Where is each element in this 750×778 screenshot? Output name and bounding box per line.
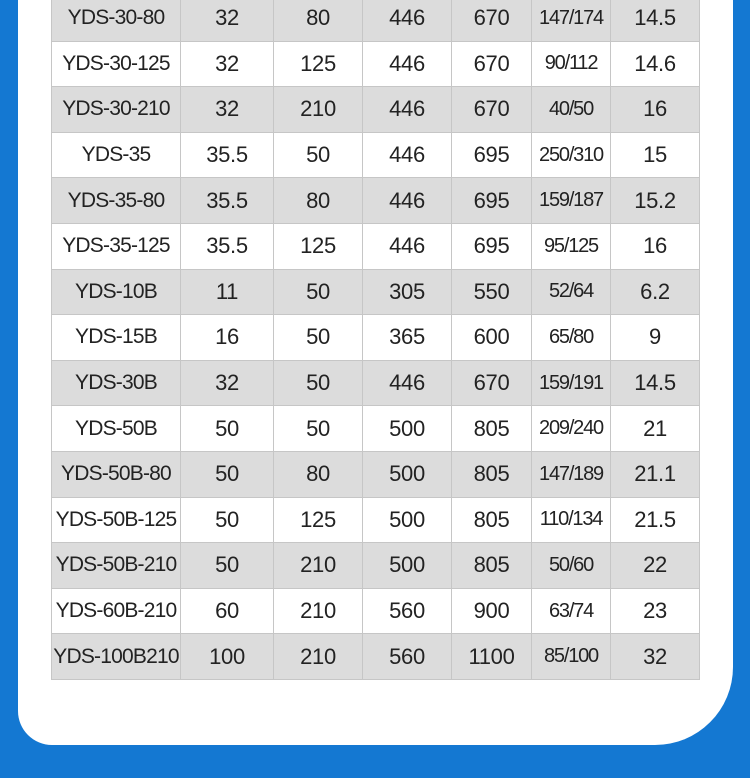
table-cell: 50 <box>274 360 363 406</box>
table-cell: 32 <box>181 41 274 87</box>
table-cell: 125 <box>274 41 363 87</box>
model-cell: YDS-10B <box>52 269 181 315</box>
table-cell: 560 <box>363 588 452 634</box>
table-cell: 22 <box>611 543 700 589</box>
model-cell: YDS-35-80 <box>52 178 181 224</box>
table-cell: 60 <box>181 588 274 634</box>
table-cell: 80 <box>274 0 363 41</box>
table-cell: 159/191 <box>532 360 611 406</box>
model-cell: YDS-35-125 <box>52 223 181 269</box>
model-cell: YDS-30-80 <box>52 0 181 41</box>
table-cell: 50 <box>274 269 363 315</box>
spec-table-body <box>52 0 700 679</box>
table-cell: 210 <box>274 87 363 133</box>
table-cell: 250/310 <box>532 132 611 178</box>
table-cell: 147/189 <box>532 451 611 497</box>
table-cell: 35.5 <box>181 223 274 269</box>
table-cell: 446 <box>363 41 452 87</box>
table-cell: 670 <box>452 0 532 41</box>
table-cell: 95/125 <box>532 223 611 269</box>
table-cell: 35.5 <box>181 178 274 224</box>
table-cell: 670 <box>452 87 532 133</box>
table-cell: 446 <box>363 132 452 178</box>
table-cell: 110/134 <box>532 497 611 543</box>
model-cell: YDS-50B-210 <box>52 543 181 589</box>
table-cell: 600 <box>452 315 532 361</box>
table-row <box>52 360 700 406</box>
table-cell: 14.5 <box>611 0 700 41</box>
table-row <box>52 87 700 133</box>
content-card <box>18 0 733 745</box>
table-cell: 446 <box>363 223 452 269</box>
table-cell: 446 <box>363 87 452 133</box>
table-cell: 32 <box>181 360 274 406</box>
model-cell: YDS-30B <box>52 360 181 406</box>
table-row <box>52 223 700 269</box>
table-cell: 80 <box>274 178 363 224</box>
table-cell: 500 <box>363 406 452 452</box>
table-cell: 695 <box>452 223 532 269</box>
table-cell: 210 <box>274 543 363 589</box>
table-cell: 695 <box>452 178 532 224</box>
table-cell: 14.6 <box>611 41 700 87</box>
model-cell: YDS-50B-125 <box>52 497 181 543</box>
table-cell: 50 <box>181 406 274 452</box>
table-cell: 21.5 <box>611 497 700 543</box>
table-cell: 500 <box>363 451 452 497</box>
table-row <box>52 0 700 41</box>
table-cell: 805 <box>452 543 532 589</box>
table-row <box>52 451 700 497</box>
table-cell: 805 <box>452 497 532 543</box>
model-cell: YDS-30-210 <box>52 87 181 133</box>
model-cell: YDS-15B <box>52 315 181 361</box>
table-cell: 63/74 <box>532 588 611 634</box>
table-cell: 209/240 <box>532 406 611 452</box>
table-cell: 900 <box>452 588 532 634</box>
table-cell: 210 <box>274 634 363 680</box>
table-cell: 805 <box>452 451 532 497</box>
table-row <box>52 132 700 178</box>
table-cell: 670 <box>452 41 532 87</box>
table-cell: 159/187 <box>532 178 611 224</box>
table-cell: 16 <box>611 223 700 269</box>
table-row <box>52 178 700 224</box>
table-row <box>52 41 700 87</box>
table-cell: 32 <box>181 87 274 133</box>
table-cell: 6.2 <box>611 269 700 315</box>
table-cell: 16 <box>181 315 274 361</box>
model-cell: YDS-50B-80 <box>52 451 181 497</box>
model-cell: YDS-30-125 <box>52 41 181 87</box>
table-cell: 90/112 <box>532 41 611 87</box>
table-cell: 11 <box>181 269 274 315</box>
table-row <box>52 634 700 680</box>
table-cell: 695 <box>452 132 532 178</box>
table-cell: 50 <box>274 132 363 178</box>
table-cell: 50 <box>181 497 274 543</box>
table-row <box>52 497 700 543</box>
table-cell: 500 <box>363 497 452 543</box>
table-cell: 9 <box>611 315 700 361</box>
table-row <box>52 543 700 589</box>
table-cell: 85/100 <box>532 634 611 680</box>
table-cell: 32 <box>181 0 274 41</box>
table-cell: 14.5 <box>611 360 700 406</box>
table-cell: 65/80 <box>532 315 611 361</box>
model-cell: YDS-100B210 <box>52 634 181 680</box>
table-cell: 550 <box>452 269 532 315</box>
table-cell: 500 <box>363 543 452 589</box>
table-cell: 15 <box>611 132 700 178</box>
table-cell: 125 <box>274 497 363 543</box>
table-row <box>52 406 700 452</box>
table-cell: 15.2 <box>611 178 700 224</box>
table-cell: 305 <box>363 269 452 315</box>
spec-table <box>51 0 700 680</box>
table-cell: 50 <box>274 315 363 361</box>
table-cell: 560 <box>363 634 452 680</box>
table-cell: 446 <box>363 178 452 224</box>
table-cell: 23 <box>611 588 700 634</box>
table-row <box>52 269 700 315</box>
table-cell: 52/64 <box>532 269 611 315</box>
table-cell: 50 <box>181 543 274 589</box>
table-cell: 670 <box>452 360 532 406</box>
table-cell: 446 <box>363 0 452 41</box>
table-cell: 21 <box>611 406 700 452</box>
table-cell: 50 <box>181 451 274 497</box>
table-row <box>52 588 700 634</box>
table-cell: 365 <box>363 315 452 361</box>
model-cell: YDS-50B <box>52 406 181 452</box>
model-cell: YDS-60B-210 <box>52 588 181 634</box>
table-cell: 805 <box>452 406 532 452</box>
table-cell: 1100 <box>452 634 532 680</box>
table-cell: 35.5 <box>181 132 274 178</box>
model-cell: YDS-35 <box>52 132 181 178</box>
table-cell: 100 <box>181 634 274 680</box>
table-cell: 50 <box>274 406 363 452</box>
table-row <box>52 315 700 361</box>
table-cell: 446 <box>363 360 452 406</box>
table-cell: 147/174 <box>532 0 611 41</box>
table-cell: 32 <box>611 634 700 680</box>
table-cell: 80 <box>274 451 363 497</box>
table-cell: 21.1 <box>611 451 700 497</box>
table-cell: 40/50 <box>532 87 611 133</box>
table-cell: 125 <box>274 223 363 269</box>
table-cell: 210 <box>274 588 363 634</box>
table-cell: 50/60 <box>532 543 611 589</box>
table-cell: 16 <box>611 87 700 133</box>
